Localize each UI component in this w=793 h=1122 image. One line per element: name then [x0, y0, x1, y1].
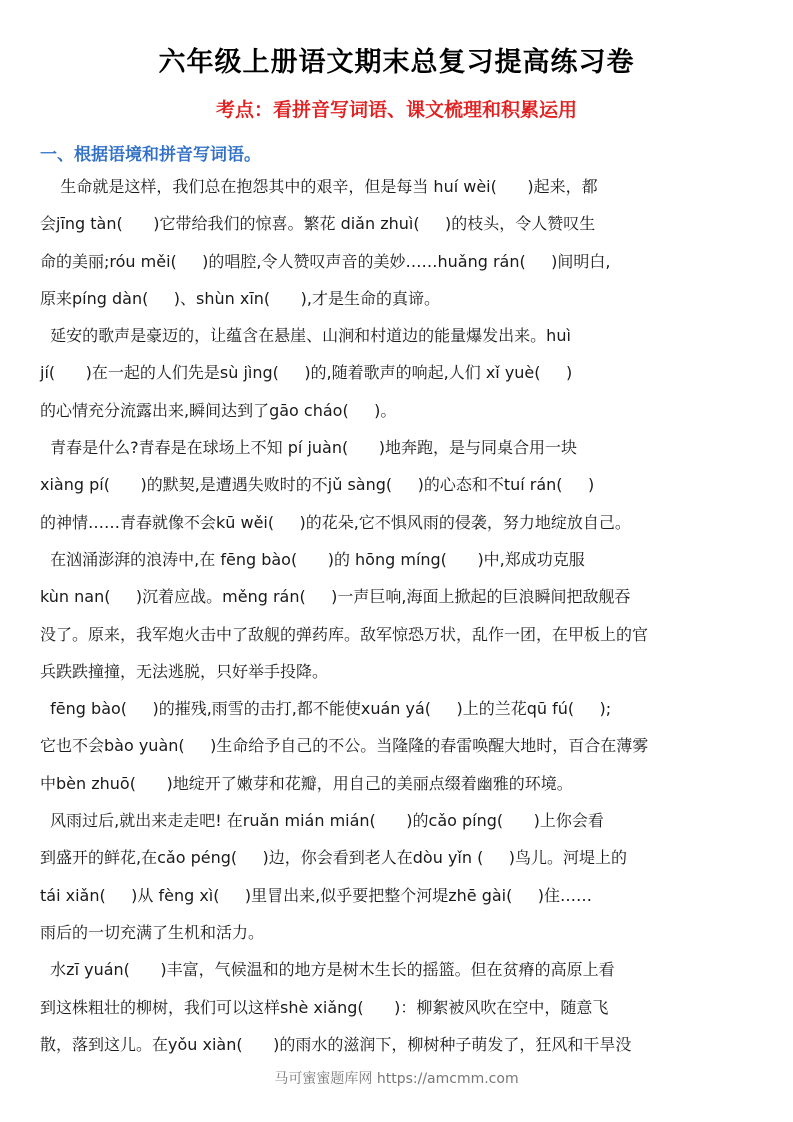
- text-line: 没了。原来，我军炮火击中了敌舰的弹药库。敌军惊恐万状，乱作一团，在甲板上的官: [40, 624, 649, 644]
- text-line: 的心情充分流露出来,瞬间达到了gāo cháo( )。: [40, 400, 397, 420]
- text-line: fēng bào( )的摧残,雨雪的击打,都不能使xuán yá( )上的兰花qū fú( );: [40, 699, 612, 719]
- text-line: 的神情……青春就像不会kū wěi( )的花朵,它不惧风雨的侵袭，努力地绽放自己。: [40, 512, 631, 532]
- text-line: 命的美丽;róu měi( )的唱腔,令人赞叹声音的美妙……huǎng rán( )间明白,: [40, 251, 611, 271]
- text-line: 风雨过后,就出来走走吧! 在ruǎn mián mián( )的cǎo píng( )上你会看: [40, 811, 604, 831]
- exercise-body: [40, 168, 760, 1063]
- text-line: 会jīng tàn( )它带给我们的惊喜。繁花 diǎn zhuì( )的枝头，令人赞叹生: [40, 214, 596, 234]
- text-line: 水zī yuán( )丰富，气候温和的地方是树木生长的摇篮。但在贫瘠的高原上看: [40, 960, 615, 980]
- text-line: 到盛开的鲜花,在cǎo péng( )边，你会看到老人在dòu yǐn ( )鸟儿。河堤上的: [40, 848, 628, 868]
- section-heading: 一、根据语境和拼音写词语。: [40, 145, 261, 165]
- text-line: kùn nan( )沉着应战。měng rán( )一声巨响,海面上掀起的巨浪瞬间把敌舰吞: [40, 587, 631, 607]
- text-line: 兵跌跌撞撞，无法逃脱，只好举手投降。: [40, 661, 329, 681]
- paragraph: [40, 168, 760, 317]
- text-line: jí( )在一起的人们先是sù jìng( )的,随着歌声的响起,人们 xǐ yuè( ): [40, 363, 573, 383]
- paragraph: [40, 951, 760, 1063]
- paragraph: [40, 802, 760, 951]
- text-line: 雨后的一切充满了生机和活力。: [40, 922, 265, 942]
- footer-watermark: 马可蜜蜜题库网 https://amcmm.com: [274, 1071, 519, 1087]
- paragraph: [40, 690, 760, 802]
- page-title: 六年级上册语文期末总复习提高练习卷: [158, 47, 635, 78]
- paragraph: [40, 541, 760, 690]
- text-line: 延安的歌声是豪迈的，让蕴含在悬崖、山涧和村道边的能量爆发出来。huì: [40, 326, 571, 346]
- paragraph: [40, 317, 760, 429]
- text-line: 原来píng dàn( )、shùn xīn( ),才是生命的真谛。: [40, 288, 440, 308]
- text-line: 中bèn zhuō( )地绽开了嫩芽和花瓣，用自己的美丽点缀着幽雅的环境。: [40, 773, 573, 793]
- page-subtitle: 考点：看拼音写词语、课文梳理和积累运用: [215, 99, 577, 121]
- text-line: 散，落到这儿。在yǒu xiàn( )的雨水的滋润下，柳树种子萌发了，狂风和干旱没: [40, 1034, 632, 1054]
- text-line: 它也不会bào yuàn( )生命给予自己的不公。当隆隆的春雷唤醒大地时，百合在薄雾: [40, 736, 649, 756]
- paragraph: [40, 429, 760, 541]
- text-line: xiàng pí( )的默契,是遭遇失败时的不jǔ sàng( )的心态和不tuí rán( ): [40, 475, 595, 495]
- text-line: tái xiǎn( )从 fèng xì( )里冒出来,似乎要把整个河堤zhē gài( )住……: [40, 885, 593, 905]
- text-line: 到这株粗壮的柳树，我们可以这样shè xiǎng( )：柳絮被风吹在空中，随意飞: [40, 997, 609, 1017]
- text-line: 青春是什么?青春是在球场上不知 pí juàn( )地奔跑，是与同桌合用一块: [40, 438, 577, 458]
- text-line: 生命就是这样，我们总在抱怨其中的艰辛，但是每当 huí wèi( )起来，都: [40, 177, 598, 196]
- text-line: 在汹涌澎湃的浪涛中,在 fēng bào( )的 hōng míng( )中,郑成功克服: [40, 549, 585, 569]
